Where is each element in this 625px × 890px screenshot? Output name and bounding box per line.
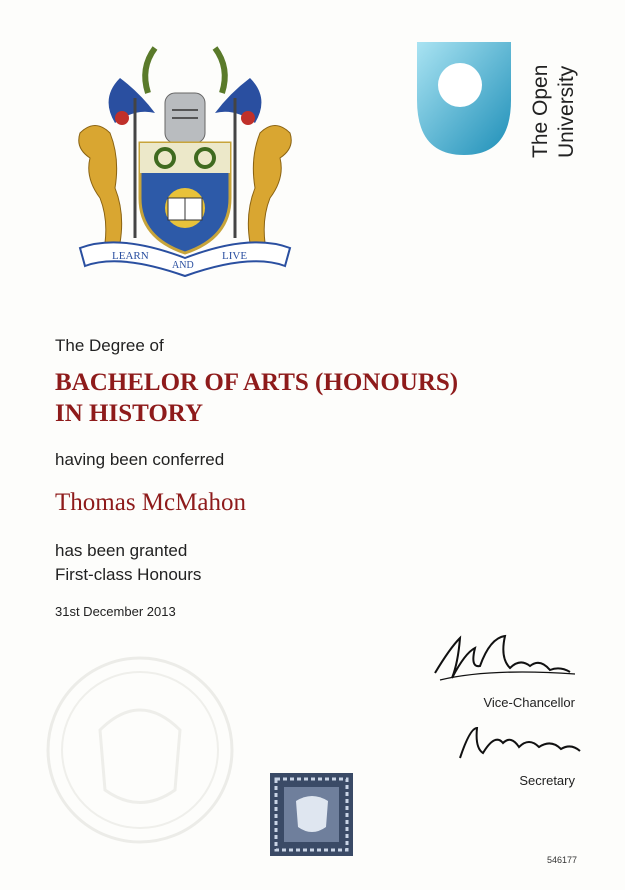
vice-chancellor-signature	[430, 628, 580, 688]
recipient-name: Thomas McMahon	[55, 489, 246, 516]
motto-text: AND	[172, 260, 194, 271]
motto-text: LIVE	[222, 250, 248, 262]
granted-text: has been granted	[55, 541, 188, 560]
signatory-role: Secretary	[519, 773, 575, 788]
degree-title-line1: BACHELOR OF ARTS (HONOURS)	[55, 369, 459, 396]
secretary-signature	[455, 723, 585, 763]
logo-text-line1: The Open	[529, 64, 552, 158]
serial-number: 546177	[546, 855, 577, 865]
coat-of-arms-emblem	[60, 38, 310, 278]
security-hologram	[270, 773, 353, 856]
conferred-text: having been conferred	[55, 450, 225, 469]
award-date: 31st December 2013	[55, 604, 176, 619]
embossed-seal	[40, 650, 240, 850]
motto-text: LEARN	[112, 250, 149, 262]
degree-intro: The Degree of	[55, 336, 164, 355]
open-university-logo	[415, 40, 590, 170]
honours-classification: First-class Honours	[55, 565, 202, 584]
signatory-role: Vice-Chancellor	[483, 695, 575, 710]
logo-text-line2: University	[555, 65, 578, 158]
degree-title-line2: IN HISTORY	[55, 400, 204, 427]
